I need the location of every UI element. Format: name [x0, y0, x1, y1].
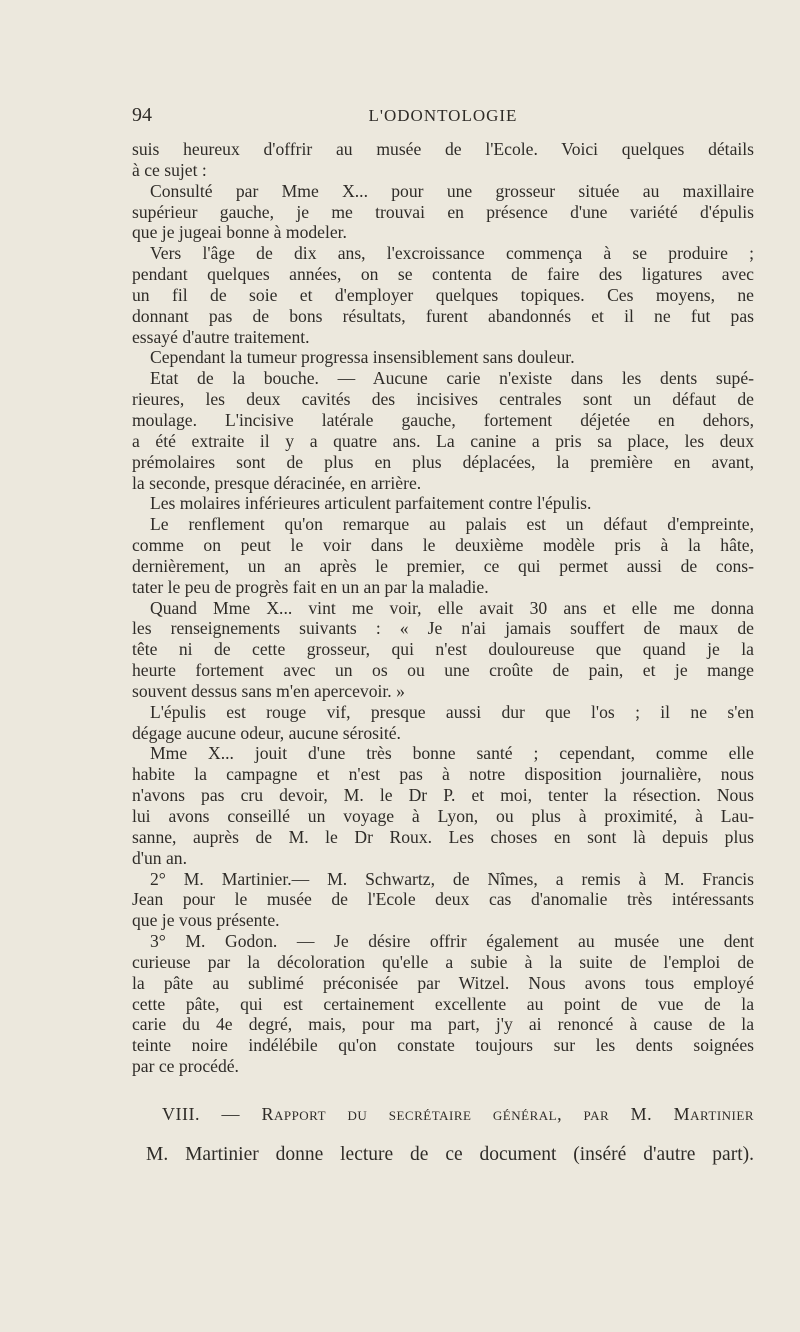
- text-line: Mme X... jouit d'une très bonne santé ; cependant, comme elle: [150, 743, 754, 764]
- text-line: dernièrement, un an après le premier, ce qui permet aussi de cons-: [132, 555, 754, 576]
- text-line: que je jugeai bonne à modeler.: [132, 222, 347, 243]
- text-line: d'un an.: [132, 847, 187, 868]
- text-line: lui avons conseillé un voyage à Lyon, ou plus à proximité, à Lau-: [132, 806, 754, 826]
- closing-line: M. Martinier donne lecture de ce document (inséré d'autre part).: [146, 1144, 754, 1165]
- text-line: Consulté par Mme X... pour une grosseur située au maxillaire: [150, 180, 754, 201]
- text-line: les renseignements suivants : « Je n'ai jamais souffert de maux de: [132, 618, 754, 639]
- text-line: sanne, auprès de M. le Dr Roux. Les choses en sont là depuis plus: [132, 826, 754, 847]
- text-line: habite la campagne et n'est pas à notre disposition journalière, nous: [132, 764, 754, 785]
- text-line: n'avons pas cru devoir, M. le Dr P. et moi, tenter la résection. Nous: [132, 785, 754, 806]
- section-heading: VIII. — Rapport du secrétaire général, par M. Martinier: [162, 1104, 754, 1124]
- text-line: carie du 4e degré, mais, pour ma part, j'y ai renoncé à cause de la: [132, 1014, 754, 1035]
- text-line: Jean pour le musée de l'Ecole deux cas d'anomalie très intéressants: [132, 889, 754, 910]
- text-line: Etat de la bouche. — Aucune carie n'existe dans les dents supé-: [150, 368, 754, 389]
- text-line: moulage. L'incisive latérale gauche, fortement déjetée en dehors,: [132, 409, 754, 430]
- text-line: pendant quelques années, on se contenta de faire des ligatures avec: [132, 264, 754, 285]
- text-line: Quand Mme X... vint me voir, elle avait 30 ans et elle me donna: [150, 597, 754, 618]
- text-line: donnant pas de bons résultats, furent abandonnés et il ne fut pas: [132, 305, 754, 326]
- text-line: tater le peu de progrès fait en un an par la maladie.: [132, 576, 489, 597]
- text-line: essayé d'autre traitement.: [132, 326, 310, 347]
- text-line: la seconde, presque déracinée, en arrière.: [132, 472, 422, 493]
- text-line: supérieur gauche, je me trouvai en présence d'une variété d'épulis: [132, 201, 754, 222]
- running-title: L'ODONTOLOGIE: [368, 106, 518, 125]
- page-header: [132, 104, 754, 132]
- text-line: Les molaires inférieures articulent parfaitement contre l'épulis.: [150, 493, 592, 514]
- text-line: comme on peut le voir dans le deuxième modèle pris à la hâte,: [132, 535, 754, 556]
- text-line: a été extraite il y a quatre ans. La canine a pris sa place, les deux: [132, 430, 754, 451]
- text-line: L'épulis est rouge vif, presque aussi dur que l'os ; il ne s'en: [150, 701, 754, 722]
- text-line: curieuse par la décoloration qu'elle a subie à la suite de l'emploi de: [132, 951, 754, 972]
- text-line: Cependant la tumeur progressa insensiblement sans douleur.: [150, 347, 575, 368]
- text-line: cette pâte, qui est certainement excellente au point de vue de la: [132, 993, 754, 1014]
- text-line: suis heureux d'offrir au musée de l'Ecole. Voici quelques détails: [132, 139, 754, 159]
- body-text: [132, 139, 754, 1077]
- text-line: la pâte au sublimé préconisée par Witzel. Nous avons tous employé: [132, 972, 754, 993]
- text-line: Vers l'âge de dix ans, l'excroissance commença à se produire ;: [150, 243, 754, 264]
- text-line: souvent dessus sans m'en apercevoir. »: [132, 680, 405, 701]
- text-line: par ce procédé.: [132, 1056, 239, 1077]
- text-line: heurte fortement avec un os ou une croûte de pain, et je mange: [132, 660, 754, 681]
- text-line: à ce sujet :: [132, 159, 207, 180]
- text-line: rieures, les deux cavités des incisives centrales sont un défaut de: [132, 389, 754, 410]
- page-number: 94: [132, 104, 152, 126]
- text-line: prémolaires sont de plus en plus déplacées, la première en avant,: [132, 451, 754, 472]
- text-line: teinte noire indélébile qu'on constate toujours sur les dents soignées: [132, 1035, 754, 1056]
- text-line: dégage aucune odeur, aucune sérosité.: [132, 722, 401, 743]
- text-line: un fil de soie et d'employer quelques topiques. Ces moyens, ne: [132, 284, 754, 305]
- text-line: 2° M. Martinier.— M. Schwartz, de Nîmes, a remis à M. Francis: [150, 868, 754, 889]
- text-line: Le renflement qu'on remarque au palais est un défaut d'empreinte,: [150, 514, 754, 535]
- text-line: que je vous présente.: [132, 910, 280, 931]
- text-line: tête ni de cette grosseur, qui n'est douloureuse que quand je la: [132, 639, 754, 660]
- text-line: 3° M. Godon. — Je désire offrir également au musée une dent: [150, 931, 754, 952]
